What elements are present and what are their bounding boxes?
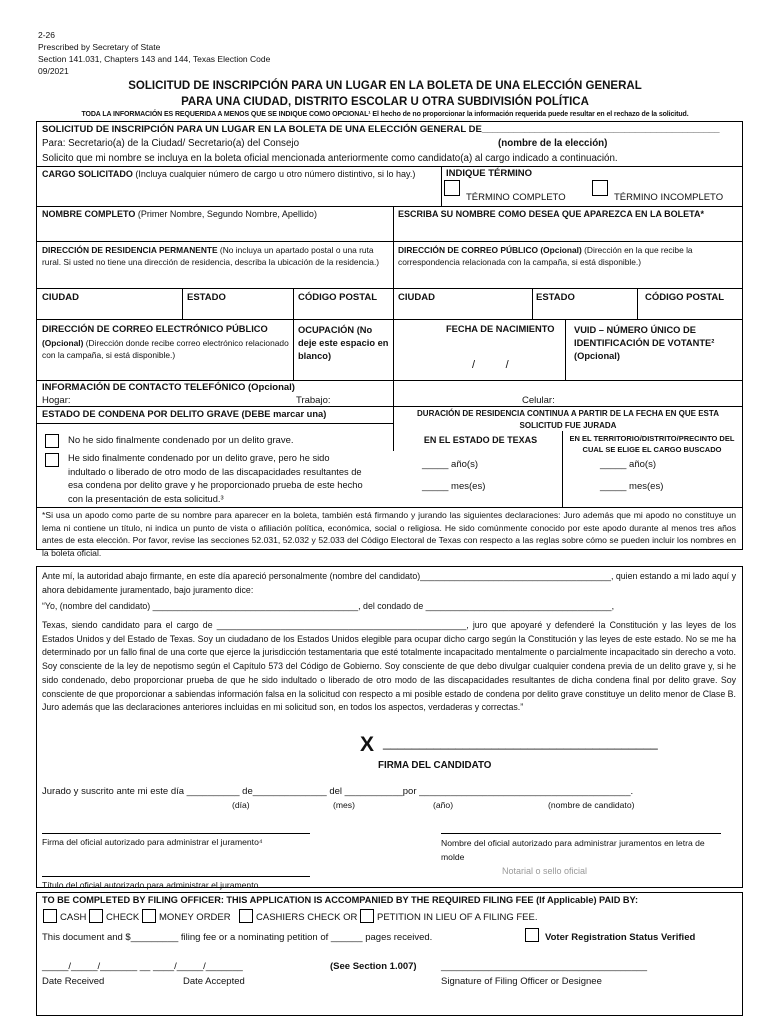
oath-body: Texas, siendo candidato para el cargo de ___________________________________________________, juro que apoyaré y defenderé la Constitución y las leyes de los Estados Unidos y del Estado de Texas. Soy un ciudadano de los Estados Unidos elegible para ocupar dicho cargo según la Constitución y las leyes de este estado. No se me ha determinado por un fallo final de una corte que ejerce la jurisdicción testamentaria que esté totalmente incapacitado mentalmente o parcialmente incapacitado sin derecho a voto. Soy consciente de la ley de nepotismo según el Capítulo 573 del Código de Gobierno. Soy consciente de que debo divulgar cualquier condena previa de un delito grave y, si he sido condenado, debo proporcionar prueba de que he sido indultado o liberado de otro modo de las discapacidades resultantes de dicha condena final por delito grave. Soy consciente de que proporcionar a sabiendas información falsa en la solicitud con respecto a mi posible estado de condena por delito grave constituye un delito menor de Clase B. Juro además que las declaraciones anteriores incluidas en mi solicitud son, en todos los aspectos, verdaderas y correctas.” — [42, 620, 736, 713]
email-hint: (Opcional) (Dirección donde recibe correo electrónico relacionado con la campaña, si está disponible.) — [42, 338, 289, 360]
money-order-checkbox[interactable] — [142, 909, 156, 923]
occupation-label: OCUPACIÓN (No deje este espacio en blanco) — [298, 325, 389, 361]
residence-address-label: DIRECCIÓN DE RESIDENCIA PERMANENTE (No incluya un apartado postal o una ruta rural. Si usted no tiene una dirección de residencia, describa la ubicación de la residencia.) — [42, 245, 380, 267]
day-hint: (día) — [232, 800, 250, 810]
dob-label: FECHA DE NACIMIENTO — [446, 324, 555, 334]
residence-duration-label: DURACIÓN DE RESIDENCIA CONTINUA A PARTIR DE LA FECHA EN QUE ESTA SOLICITUD FUE JURADA — [417, 409, 719, 430]
statute-section: Section 141.031, Chapters 143 and 144, Texas Election Code — [38, 54, 271, 64]
dob-slashes: / / — [472, 359, 509, 371]
cashiers-check-label: CASHIERS CHECK OR — [256, 912, 358, 923]
unexpired-term-checkbox[interactable] — [592, 180, 608, 196]
official-signature-label: Firma del oficial autorizado para administrar el juramento⁴ — [42, 837, 263, 847]
addressee: Para: Secretario(a) de la Ciudad/ Secretario(a) del Consejo — [42, 138, 300, 149]
vuid-optional: (Opcional) — [574, 351, 620, 361]
cell-phone-label: Celular: — [522, 395, 555, 406]
not-convicted-label: No he sido finalmente condenado por un delito grave. — [68, 435, 294, 446]
signature-x: X — [360, 733, 375, 756]
state-months: _____ mes(es) — [422, 481, 486, 492]
state-label: ESTADO — [187, 292, 226, 303]
title-line2: PARA UNA CIUDAD, DISTRITO ESCOLAR U OTRA SUBDIVISIÓN POLÍTICA — [181, 96, 589, 108]
year-hint: (año) — [433, 800, 454, 810]
official-name-label: Nombre del oficial autorizado para administrar juramentos en letra de molde — [441, 838, 705, 862]
territory-years: _____ año(s) — [600, 459, 656, 470]
officer-signature-line[interactable]: _______________________________________ — [441, 961, 648, 972]
mailing-state-label: ESTADO — [536, 292, 575, 303]
territory-months: _____ mes(es) — [600, 481, 664, 492]
petition-checkbox[interactable] — [360, 909, 374, 923]
notary-seal-placeholder: Notarial o sello oficial — [502, 866, 588, 876]
pardoned-checkbox[interactable] — [45, 453, 59, 467]
mailing-zip-label: CÓDIGO POSTAL — [645, 292, 724, 303]
candidate-name-hint: (nombre de candidato) — [548, 800, 635, 810]
vuid-label: VUID – NÚMERO ÚNICO DE IDENTIFICACIÓN DE VOTANTE² — [574, 325, 715, 348]
prescribed-by: Prescribed by Secretary of State — [38, 42, 161, 52]
not-convicted-checkbox[interactable] — [45, 434, 59, 448]
filing-heading: TO BE COMPLETED BY FILING OFFICER: THIS APPLICATION IS ACCOMPANIED BY THE REQUIRED FILING FEE (If Applicable) PAID BY: — [42, 895, 639, 905]
election-name-hint: (nombre de la elección) — [498, 138, 608, 149]
office-sought-label: CARGO SOLICITADO (Incluya cualquier número de cargo u otro número distintivo, si lo hay.) — [42, 169, 416, 179]
in-state-label: EN EL ESTADO DE TEXAS — [423, 435, 538, 445]
voter-verified-checkbox[interactable] — [525, 928, 539, 942]
zip-label: CÓDIGO POSTAL — [298, 292, 377, 303]
officer-signature-label: Signature of Filing Officer or Designee — [441, 976, 602, 987]
cash-label: CASH — [60, 912, 87, 923]
date-lines: _____/_____/_______ __ ____/_____/_______ — [42, 961, 243, 972]
home-phone-label: Hogar: — [42, 395, 71, 406]
see-section: (See Section 1.007) — [330, 961, 417, 972]
money-order-label: MONEY ORDER — [159, 912, 231, 923]
petition-label: PETITION IN LIEU OF A FILING FEE. — [377, 912, 538, 923]
pardoned-label: He sido finalmente condenado por un delito grave, pero he sido indultado o liberado de otro modo de las discapacidades resultantes de esa condena por delito grave y he proporcionado prueba de este hecho con la presentación de esta solicitud.³ — [68, 453, 363, 504]
felony-status-label: ESTADO DE CONDENA POR DELITO GRAVE (DEBE marcar una) — [42, 409, 327, 419]
form-number: 2-26 — [38, 30, 56, 40]
check-checkbox[interactable] — [89, 909, 103, 923]
form-date: 09/2021 — [38, 66, 69, 76]
term-label: INDIQUE TÉRMINO — [446, 168, 533, 179]
official-title-label: Título del oficial autorizado para administrar el juramento — [42, 880, 259, 890]
voter-verified-label: Voter Registration Status Verified — [545, 932, 696, 943]
state-years: _____ año(s) — [422, 459, 478, 470]
oath-yo: “Yo, (nombre del candidato) __________________________________________, del condado de ______________________________________, — [42, 601, 615, 611]
ballot-request: Solicito que mi nombre se incluya en la boleta oficial mencionada anteriormente como candidato(a) al cargo indicado a continuación. — [42, 153, 618, 164]
cash-checkbox[interactable] — [43, 909, 57, 923]
date-received-label: Date Received — [42, 976, 105, 987]
city-label: CIUDAD — [42, 292, 79, 303]
in-territory-label: EN EL TERRITORIO/DISTRITO/PRECINTO DEL CUAL SE ELIGE EL CARGO BUSCADO — [569, 434, 735, 454]
candidate-signature-line[interactable]: ______________________________________ — [383, 735, 658, 750]
section-heading: SOLICITUD DE INSCRIPCIÓN PARA UN LUGAR EN LA BOLETA DE UNA ELECCIÓN GENERAL DE_____________________________________________ — [42, 124, 720, 135]
oath-intro: Ante mí, la autoridad abajo firmante, en este día apareció personalmente (nombre del candidato)_______________________________________, quien estando a mi lado aquí y ahora debidamente juramentado, bajo juramento dice: — [42, 571, 736, 595]
candidate-signature-label: FIRMA DEL CANDIDATO — [378, 760, 492, 771]
full-term-checkbox[interactable] — [444, 180, 460, 196]
full-name-label: NOMBRE COMPLETO (Primer Nombre, Segundo Nombre, Apellido) — [42, 209, 317, 219]
month-hint: (mes) — [333, 800, 355, 810]
cashiers-check-checkbox[interactable] — [239, 909, 253, 923]
sworn-line: Jurado y suscrito ante mi este día __________ de______________ del ___________por ________________________________________. — [42, 786, 634, 797]
nickname-footnote: *Si usa un apodo como parte de su nombre para aparecer en la boleta, también está firmando y jurando las siguientes declaraciones: Juro además que mi apodo no constituye un lema ni contiene un título, ni indica un punto de vista o afiliación política, económica, social o religiosa. He sido comúnmente conocido por este apodo durante al menos tres años antes de esta elección. Por favor, revise las secciones 52.031, 52.032 y 52.033 del Código Electoral de Texas con respecto a las reglas sobre cómo se pueden incluir los nombres en la boleta oficial. — [42, 510, 736, 558]
document-received-line: This document and $_________ filing fee or a nominating petition of ______ pages received. — [42, 932, 433, 943]
title-line1: SOLICITUD DE INSCRIPCIÓN PARA UN LUGAR EN LA BOLETA DE UNA ELECCIÓN GENERAL — [128, 80, 642, 92]
required-notice: TODA LA INFORMACIÓN ES REQUERIDA A MENOS QUE SE INDIQUE COMO OPCIONAL¹ El hecho de no proporcionar la información requerida puede resultar en el rechazo de la solicitud. — [81, 111, 689, 118]
check-label: CHECK — [106, 912, 140, 923]
ballot-name-label: ESCRIBA SU NOMBRE COMO DESEA QUE APAREZCA EN LA BOLETA* — [398, 209, 705, 219]
work-phone-label: Trabajo: — [296, 395, 331, 406]
mailing-address-label: DIRECCIÓN DE CORREO PÚBLICO (Opcional) (Dirección en la que recibe la correspondencia relacionada con la campaña, si está disponible.) — [398, 245, 693, 267]
full-term-label: TÉRMINO COMPLETO — [466, 192, 566, 203]
email-label: DIRECCIÓN DE CORREO ELECTRÓNICO PÚBLICO — [42, 324, 268, 334]
phone-label: INFORMACIÓN DE CONTACTO TELEFÓNICO (Opcional) — [42, 382, 295, 393]
unexpired-term-label: TÉRMINO INCOMPLETO — [614, 192, 724, 203]
mailing-city-label: CIUDAD — [398, 292, 435, 303]
date-accepted-label: Date Accepted — [183, 976, 245, 987]
